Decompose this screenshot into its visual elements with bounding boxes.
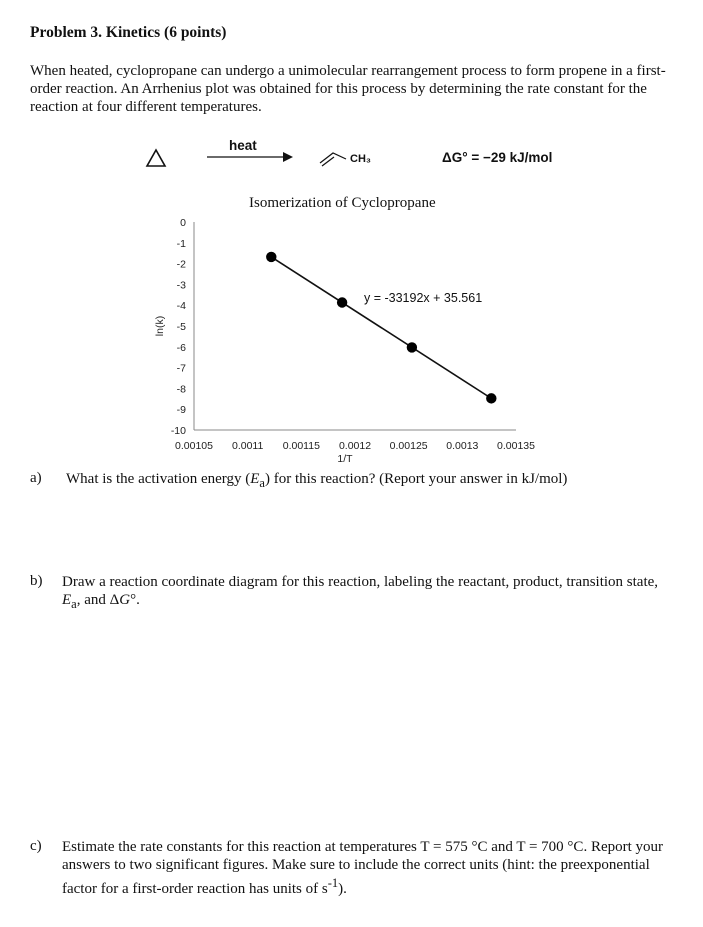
x-tick-label: 0.00115 <box>282 440 320 452</box>
y-tick-label: -1 <box>176 237 186 250</box>
data-point <box>337 297 347 307</box>
y-tick-label: -5 <box>176 321 186 333</box>
y-tick-label: -10 <box>170 425 186 437</box>
trendline <box>271 257 491 398</box>
x-tick-label: 0.00105 <box>175 440 213 452</box>
y-tick-label: -3 <box>176 279 186 292</box>
x-tick-label: 0.00125 <box>389 440 428 452</box>
y-axis-label: ln(k) <box>154 315 166 337</box>
chart-title: Isomerization of Cyclopropane <box>249 195 436 211</box>
x-tick-label: 0.0013 <box>446 440 479 452</box>
trendline-equation: y = -33192x + 35.561 <box>364 291 483 305</box>
data-point <box>266 252 276 262</box>
propene-skeletal-icon <box>320 153 346 166</box>
reaction-arrowhead <box>283 152 293 162</box>
reaction-arrow-label: heat <box>229 138 257 153</box>
question-b-letter: b) <box>30 573 43 589</box>
x-axis-label: 1/T <box>337 453 353 465</box>
y-tick-label: -9 <box>176 404 186 417</box>
delta-g-label: ΔG° = −29 kJ/mol <box>442 150 553 165</box>
question-c-text: Estimate the rate constants for this reaction at temperatures T = 575 °C and T = 700 °C. Report your answers to two significant figures. Make sure to include the correct units (hint: the preexponential factor for a first-order reaction has units of $s^{-1}$). <box>62 839 664 897</box>
methyl-group-label: CH₃ <box>350 153 371 165</box>
y-tick-label: -8 <box>176 383 186 396</box>
problem-title: Problem 3. Kinetics (6 points) <box>30 24 227 41</box>
question-a-letter: a) <box>30 470 42 486</box>
y-tick-label: -6 <box>176 341 186 354</box>
y-tick-label: -7 <box>176 362 186 375</box>
x-tick-label: 0.0012 <box>338 440 372 452</box>
data-point <box>486 393 496 403</box>
y-tick-label: -2 <box>176 258 186 271</box>
problem-intro: When heated, cyclopropane can undergo a unimolecular rearrangement process to form propene in a first-order reaction. An Arrhenius plot was obtained for this process by determining the rate constant for the reaction at four different temperatures. <box>30 63 666 115</box>
question-b-text: Draw a reaction coordinate diagram for this reaction, labeling the reactant, product, transition state, $E_a$, and ΔG°. <box>62 574 659 611</box>
question-a-text: What is the activation energy $(E_a)$ for this reaction? (Report your answer in kJ/mol) <box>66 471 568 490</box>
y-tick-label: 0 <box>180 217 186 229</box>
triangle-icon <box>147 150 165 166</box>
y-tick-label: -4 <box>176 300 186 313</box>
data-point <box>407 342 417 352</box>
question-c-letter: c) <box>30 838 42 854</box>
x-tick-label: 0.00135 <box>497 440 535 452</box>
x-tick-label: 0.0011 <box>231 440 264 452</box>
